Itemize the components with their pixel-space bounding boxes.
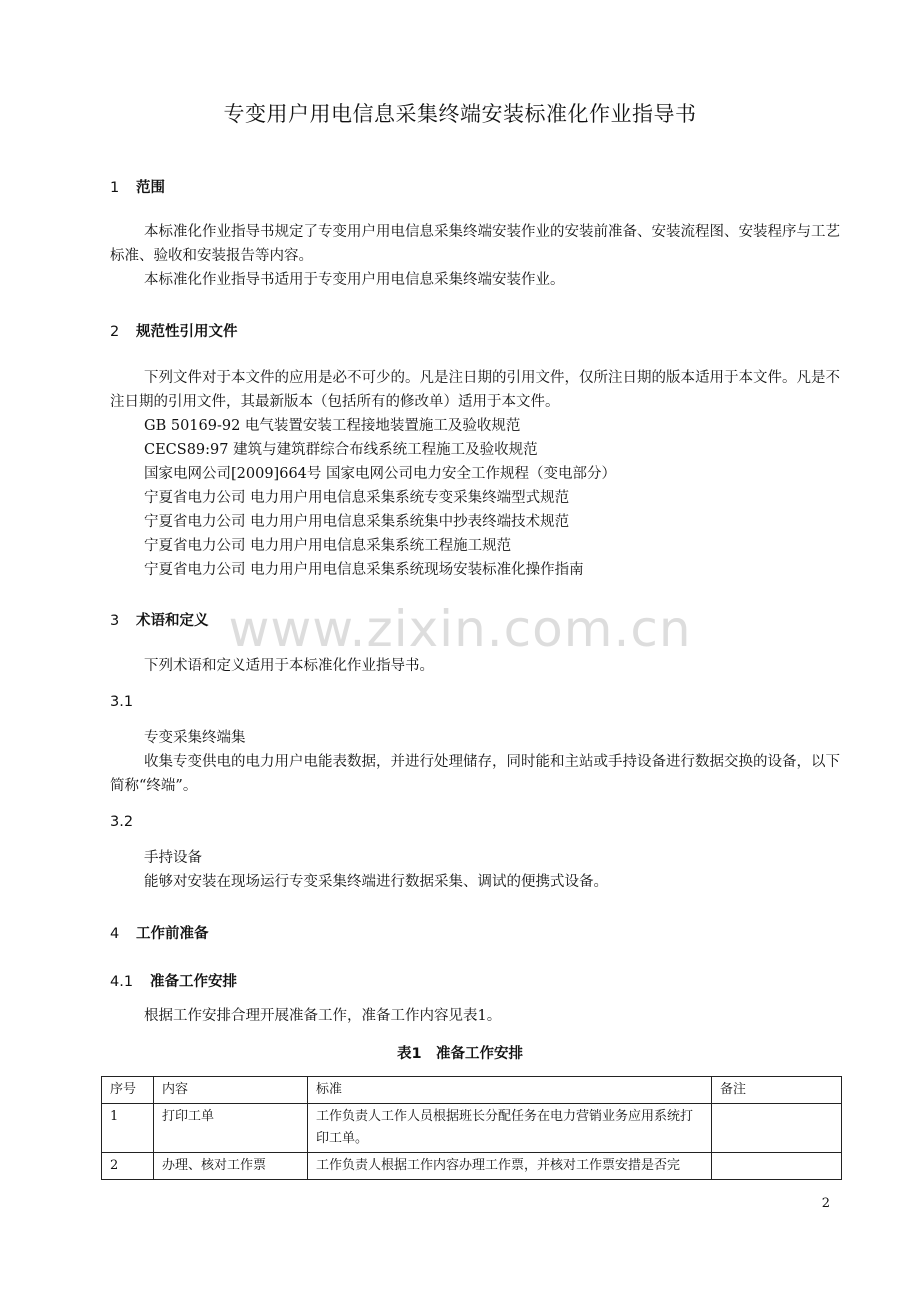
section-1-title: 范围 <box>136 180 165 196</box>
table-header-cell: 序号 <box>102 1077 154 1104</box>
section-4-heading <box>110 922 209 943</box>
section-4-number: 4 <box>110 926 120 942</box>
preparation-table <box>101 1076 842 1180</box>
table-cell: 2 <box>102 1153 154 1180</box>
reference-item: 宁夏省电力公司 电力用户用电信息采集系统专变采集终端型式规范 <box>144 490 570 506</box>
reference-item: CECS89:97 建筑与建筑群综合布线系统工程施工及验收规范 <box>144 442 538 458</box>
reference-item: GB 50169-92 电气装置安装工程接地装置施工及验收规范 <box>144 418 521 434</box>
reference-item: 宁夏省电力公司 电力用户用电信息采集系统集中抄表终端技术规范 <box>144 514 570 530</box>
table-header-row <box>102 1077 842 1104</box>
term-3-2-name: 手持设备 <box>144 850 202 866</box>
section-4-1-heading <box>110 970 237 991</box>
section-3-heading <box>110 609 209 630</box>
term-3-1-number: 3.1 <box>110 694 134 710</box>
table-row <box>102 1104 842 1153</box>
reference-item: 宁夏省电力公司 电力用户用电信息采集系统现场安装标准化操作指南 <box>144 562 584 578</box>
table-cell: 工作负责人根据工作内容办理工作票，并核对工作票安措是否完 <box>308 1153 712 1180</box>
section-1-paragraph-2: 本标准化作业指导书适用于专变用户用电信息采集终端安装作业。 <box>144 272 565 288</box>
table-row <box>102 1153 842 1180</box>
section-4-title: 工作前准备 <box>136 926 209 942</box>
term-3-1-definition: 收集专变供电的电力用户电能表数据，并进行处理储存，同时能和主站或手持设备进行数据交换的设备，以下简称“终端”。 <box>110 754 840 794</box>
term-3-1-name: 专变采集终端集 <box>144 730 246 746</box>
table-caption: 表1 准备工作安排 <box>396 1046 524 1062</box>
table-cell <box>712 1153 842 1180</box>
reference-item: 宁夏省电力公司 电力用户用电信息采集系统工程施工规范 <box>144 538 512 554</box>
section-3-paragraph-1: 下列术语和定义适用于本标准化作业指导书。 <box>144 658 434 674</box>
document-title: 专变用户用电信息采集终端安装标准化作业指导书 <box>223 102 697 126</box>
section-2-paragraph-1: 下列文件对于本文件的应用是必不可少的。凡是注日期的引用文件，仅所注日期的版本适用于本文件。凡是不注日期的引用文件，其最新版本（包括所有的修改单）适用于本文件。 <box>110 370 840 410</box>
section-1-number: 1 <box>110 180 120 196</box>
section-2-title: 规范性引用文件 <box>136 324 238 340</box>
section-1-paragraph-1: 本标准化作业指导书规定了专变用户用电信息采集终端安装作业的安装前准备、安装流程图、安装程序与工艺标准、验收和安装报告等内容。 <box>110 224 840 264</box>
table-header-cell: 备注 <box>712 1077 842 1104</box>
section-4-1-paragraph: 根据工作安排合理开展准备工作，准备工作内容见表1。 <box>144 1008 502 1024</box>
term-3-2-definition: 能够对安装在现场运行专变采集终端进行数据采集、调试的便携式设备。 <box>144 874 608 890</box>
section-3-number: 3 <box>110 613 120 629</box>
table-cell: 1 <box>102 1104 154 1153</box>
table-cell <box>712 1104 842 1153</box>
table-cell: 办理、核对工作票 <box>154 1153 308 1180</box>
section-1-heading <box>110 176 165 197</box>
section-2-heading <box>110 320 238 341</box>
reference-item: 国家电网公司[2009]664号 国家电网公司电力安全工作规程（变电部分） <box>144 466 616 482</box>
section-3-title: 术语和定义 <box>136 613 209 629</box>
table-header-cell: 内容 <box>154 1077 308 1104</box>
page-number: 2 <box>821 1196 830 1211</box>
term-3-2-number: 3.2 <box>110 814 134 830</box>
section-4-1-number: 4.1 <box>110 974 134 990</box>
table-header-cell: 标准 <box>308 1077 712 1104</box>
table-cell: 工作负责人工作人员根据班长分配任务在电力营销业务应用系统打印工单。 <box>308 1104 712 1153</box>
watermark: www.zixin.com.cn <box>228 600 692 658</box>
table-cell: 打印工单 <box>154 1104 308 1153</box>
section-2-number: 2 <box>110 324 120 340</box>
section-4-1-title: 准备工作安排 <box>150 974 237 990</box>
